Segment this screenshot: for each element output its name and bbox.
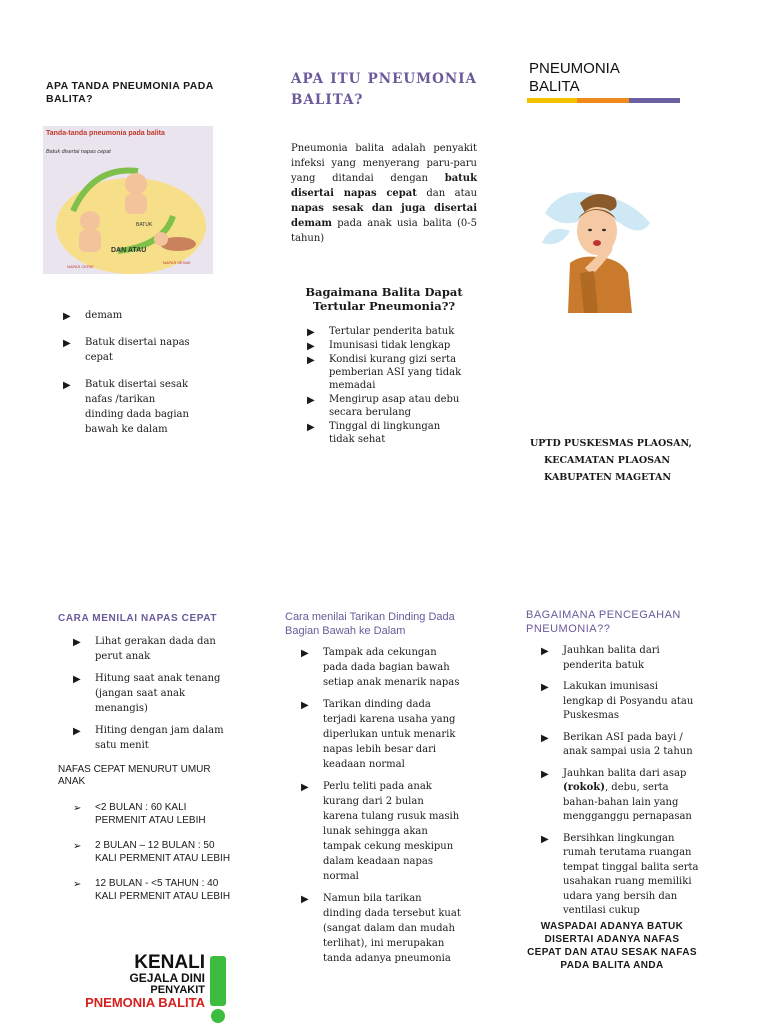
list-item: ▶ Berikan ASI pada bayi / anak sampai usia 2 tahun xyxy=(541,731,693,757)
bullet-arrow-icon: ▶ xyxy=(541,768,549,780)
list-item: ▶ Hiting dengan jam dalam satu menit xyxy=(73,725,224,751)
organization-info xyxy=(520,435,700,486)
transmission-list xyxy=(307,325,467,447)
list-item: ▶ Lihat gerakan dada dan perut anak xyxy=(73,636,216,662)
bullet-arrow-icon: ▶ xyxy=(301,782,309,793)
list-item: ▶ Hitung saat anak tenang (jangan saat anak menangis) xyxy=(73,673,221,714)
org-subdistrict: KECAMATAN PLAOSAN xyxy=(544,455,671,466)
section-title-prevention: BAGAIMANA PENCEGAHAN PNEUMONIA?? xyxy=(526,609,681,635)
list-item: ▶ Batuk disertai sesak nafas /tarikan dinding dada bagian bawah ke dalam xyxy=(63,379,189,435)
bullet-arrow-icon: ▶ xyxy=(541,732,549,744)
bullet-arrow-icon: ▶ xyxy=(73,637,81,648)
bullet-arrow-icon: ▶ xyxy=(307,422,315,433)
section-title-fast-breathing: CARA MENILAI NAPAS CEPAT xyxy=(58,613,218,624)
section-title-what-is xyxy=(291,69,477,111)
bar-segment xyxy=(527,98,577,103)
bullet-arrow-icon: ▶ xyxy=(63,338,71,349)
bullet-arrow-icon: ▶ xyxy=(541,833,549,845)
list-item: ▶ Lakukan imunisasi lengkap di Posyandu atau Puskesmas xyxy=(541,681,694,721)
title-line-1: APA ITU PNEUMONIA xyxy=(291,71,477,87)
bullet-arrow-icon: ▶ xyxy=(307,355,315,366)
chest-indrawing-list xyxy=(301,645,461,973)
kenali-gejala-logo xyxy=(62,948,238,1024)
logo-line-4: PNEMONIA BALITA xyxy=(85,995,205,1010)
bullet-arrow-icon: ▶ xyxy=(301,894,309,905)
bullet-arrow-icon: ▶ xyxy=(307,395,315,406)
list-item: ▶ Imunisasi tidak lengkap xyxy=(307,340,451,352)
breathing-rate-list xyxy=(73,801,233,915)
list-item: ➢ 12 BULAN - <5 TAHUN : 40 KALI PERMENIT ATAU LEBIH xyxy=(73,878,231,902)
list-item: ▶ Bersihkan lingkungan rumah terutama ruangan tempat tinggal balita serta usahakan ruang memiliki udara yang bersih dan ventilasi cukup xyxy=(541,832,699,916)
list-item: ▶ Tarikan dinding dada terjadi karena usaha yang diperlukan untuk menarik napas lebih besar dari keadaan normal xyxy=(301,699,456,770)
logo-line-1: KENALI xyxy=(134,952,205,973)
chevron-right-icon: ➢ xyxy=(73,879,82,890)
signs-list xyxy=(63,308,193,449)
section-subtitle-transmission: Bagaimana Balita Dapat Tertular Pneumonia?? xyxy=(305,285,463,313)
list-item: ▶ Tampak ada cekungan pada dada bagian bawah setiap anak menarik napas xyxy=(301,647,460,688)
illustration-title: Tanda-tanda pneumonia pada balita xyxy=(46,130,165,137)
prevention-list xyxy=(541,644,701,926)
fast-breathing-steps xyxy=(73,634,233,760)
list-item: ▶ Tertular penderita batuk xyxy=(307,326,455,338)
chevron-right-icon: ➢ xyxy=(73,803,82,814)
list-item: ▶ Namun bila tarikan dinding dada tersebut kuat (sangat dalam dan mudah terlihat), ini merupakan tanda adanya pneumonia xyxy=(301,893,461,964)
section-title-signs: APA TANDA PNEUMONIA PADA BALITA? xyxy=(46,80,214,105)
pneumonia-signs-illustration xyxy=(43,126,213,274)
list-item: ➢ <2 BULAN : 60 KALI PERMENIT ATAU LEBIH xyxy=(73,802,206,826)
label-dan-atau: DAN ATAU xyxy=(111,247,147,254)
decorative-color-bar xyxy=(527,98,680,103)
list-item: ▶ Jauhkan balita dari penderita batuk xyxy=(541,645,660,671)
cover-title: PNEUMONIA BALITA xyxy=(529,60,620,95)
section-title-chest-indrawing: Cara menilai Tarikan Dinding Dada Bagian Bawah ke Dalam xyxy=(285,611,455,637)
bullet-arrow-icon: ▶ xyxy=(73,726,81,737)
title-line-2: BALITA? xyxy=(291,92,364,108)
logo-line-2: GEJALA DINI xyxy=(129,971,205,985)
bullet-arrow-icon: ▶ xyxy=(73,674,81,685)
list-item: ▶ Perlu teliti pada anak kurang dari 2 bulan karena tulang rusuk masih lunak sehingga akan tampak cekung meskipun dalam keadaan napas normal xyxy=(301,781,460,882)
list-item: ▶ demam xyxy=(63,310,123,322)
org-regency: KABUPATEN MAGETAN xyxy=(544,472,672,483)
list-item: ▶ Batuk disertai napas cepat xyxy=(63,337,190,363)
bullet-arrow-icon: ▶ xyxy=(301,648,309,659)
bullet-arrow-icon: ▶ xyxy=(541,682,549,693)
illustration-subtitle: Batuk disertai napas cepat xyxy=(46,149,111,155)
org-name: UPTD PUSKESMAS PLAOSAN, xyxy=(530,438,692,449)
bar-segment xyxy=(577,98,629,103)
list-item: ▶ Tinggal di lingkungan tidak sehat xyxy=(307,421,441,445)
list-item: ▶ Jauhkan balita dari asap (rokok), debu, serta bahan-bahan lain yang mengganggu pernapasan xyxy=(541,767,692,822)
warning-text: WASPADAI ADANYA BATUK DISERTAI ADANYA NAFAS CEPAT DAN ATAU SESAK NAFAS PADA BALITA ANDA xyxy=(527,921,697,971)
logo-line-3: PENYAKIT xyxy=(150,984,205,996)
bullet-arrow-icon: ▶ xyxy=(63,311,71,322)
bullet-arrow-icon: ▶ xyxy=(541,646,549,657)
chevron-right-icon: ➢ xyxy=(73,841,82,852)
coughing-boy-illustration xyxy=(540,183,660,318)
label-napas-sesak: NAPAS SESAK xyxy=(163,260,191,265)
bar-segment xyxy=(629,98,680,103)
list-item: ▶ Kondisi kurang gizi serta pemberian ASI yang tidak memadai xyxy=(307,354,462,391)
list-item: ▶ Mengirup asap atau debu secara berulang xyxy=(307,394,460,418)
definition-paragraph: Pneumonia balita adalah penyakit infeksi yang menyerang paru-paru yang ditandai dengan batuk disertai napas cepat dan atau napas sesak dan juga disertai demam pada anak usia balita (0-5 tahun) xyxy=(291,143,478,244)
bullet-arrow-icon: ▶ xyxy=(307,327,315,338)
label-napas-cepat: NAPAS CEPAT xyxy=(67,264,95,269)
section-subtitle-rates: NAFAS CEPAT MENURUT UMUR ANAK xyxy=(58,764,211,787)
label-batuk: BATUK xyxy=(136,222,153,228)
bullet-arrow-icon: ▶ xyxy=(307,341,315,352)
bullet-arrow-icon: ▶ xyxy=(301,700,309,711)
bullet-arrow-icon: ▶ xyxy=(63,380,71,391)
list-item: ➢ 2 BULAN – 12 BULAN : 50 KALI PERMENIT ATAU LEBIH xyxy=(73,840,231,864)
